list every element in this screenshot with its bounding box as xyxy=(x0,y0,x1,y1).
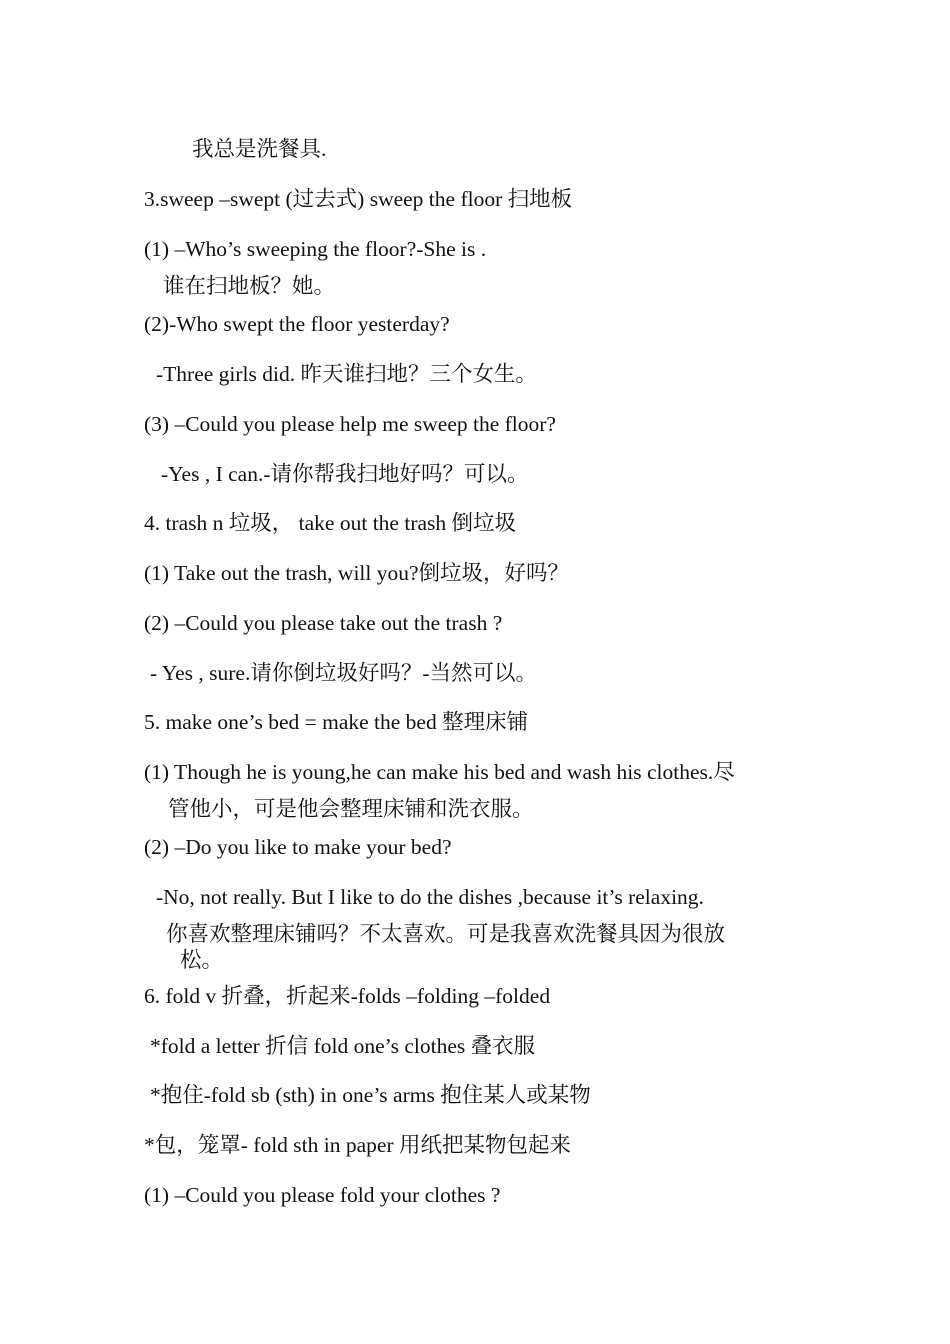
example-sentence: (1) Though he is young,he can make his bed and wash his clothes.尽 xyxy=(144,760,735,784)
section-heading: 5. make one’s bed = make the bed 整理床铺 xyxy=(144,710,529,734)
translation-line: 谁在扫地板？她。 xyxy=(163,274,336,298)
example-answer: -Three girls did. 昨天谁扫地？三个女生。 xyxy=(156,362,537,386)
example-sentence: (1) –Could you please fold your clothes ? xyxy=(144,1183,501,1207)
usage-line: *抱住-fold sb (sth) in one’s arms 抱住某人或某物 xyxy=(150,1083,591,1107)
section-heading: 4. trash n 垃圾， take out the trash 倒垃圾 xyxy=(144,511,517,535)
example-sentence: (1) Take out the trash, will you?倒垃圾，好吗？ xyxy=(144,561,570,585)
translation-line: 管他小，可是他会整理床铺和洗衣服。 xyxy=(168,797,534,821)
example-answer: -No, not really. But I like to do the dishes ,because it’s relaxing. xyxy=(156,885,704,909)
example-sentence: (2)-Who swept the floor yesterday? xyxy=(144,312,450,336)
example-sentence: (2) –Do you like to make your bed? xyxy=(144,835,452,859)
section-heading: 3.sweep –swept (过去式) sweep the floor 扫地板 xyxy=(144,187,573,211)
usage-line: *fold a letter 折信 fold one’s clothes 叠衣服 xyxy=(150,1034,536,1058)
example-sentence: (3) –Could you please help me sweep the floor? xyxy=(144,412,556,436)
example-answer: -Yes , I can.-请你帮我扫地好吗？可以。 xyxy=(161,462,529,486)
translation-line: 你喜欢整理床铺吗？不太喜欢。可是我喜欢洗餐具因为很放 xyxy=(166,922,726,946)
usage-line: *包，笼罩- fold sth in paper 用纸把某物包起来 xyxy=(144,1133,571,1157)
example-sentence: (1) –Who’s sweeping the floor?-She is . xyxy=(144,237,487,261)
example-answer: - Yes , sure.请你倒垃圾好吗？-当然可以。 xyxy=(150,661,538,685)
translation-line: 松。 xyxy=(180,948,224,972)
text-line: 我总是洗餐具. xyxy=(192,137,327,161)
example-sentence: (2) –Could you please take out the trash ? xyxy=(144,611,503,635)
section-heading: 6. fold v 折叠，折起来-folds –folding –folded xyxy=(144,984,551,1008)
